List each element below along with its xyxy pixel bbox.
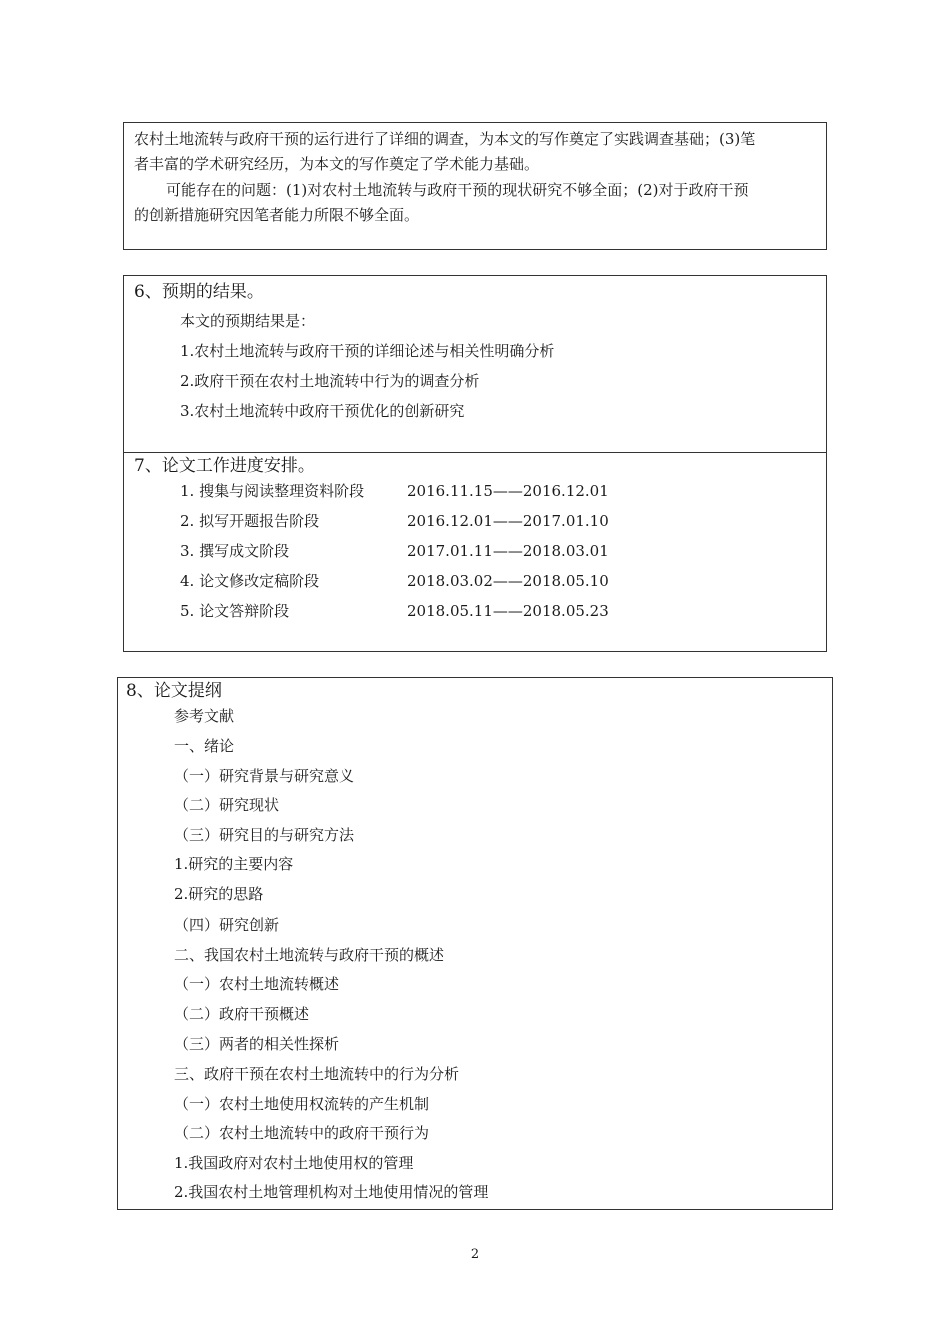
outline-item: 三、政府干预在农村土地流转中的行为分析	[174, 1065, 460, 1083]
schedule-task: 4. 论文修改定稿阶段	[180, 572, 320, 590]
section6-item: 3.农村土地流转中政府干预优化的创新研究	[180, 402, 465, 420]
section8-heading: 8、论文提纲	[126, 681, 222, 701]
section6-intro: 本文的预期结果是：	[180, 312, 316, 330]
schedule-task: 2. 拟写开题报告阶段	[180, 512, 320, 530]
outline-box	[117, 677, 833, 1210]
outline-item: （二）研究现状	[174, 796, 280, 814]
outline-item: 参考文献	[174, 707, 235, 725]
paragraph-line: 的创新措施研究因笔者能力所限不够全面。	[134, 206, 420, 224]
outline-item: （四）研究创新	[174, 916, 280, 934]
section6-heading: 6、预期的结果。	[134, 282, 264, 302]
paragraph-line: 可能存在的问题：(1)对农村土地流转与政府干预的现状研究不够全面；(2)对于政府干预	[166, 181, 749, 199]
schedule-dates: 2018.05.11——2018.05.23	[407, 602, 609, 620]
continued-section-box	[123, 122, 827, 250]
section7-heading: 7、论文工作进度安排。	[134, 456, 315, 476]
schedule-task: 1. 搜集与阅读整理资料阶段	[180, 482, 365, 500]
outline-item: （三）两者的相关性探析	[174, 1035, 340, 1053]
section6-item: 1.农村土地流转与政府干预的详细论述与相关性明确分析	[180, 342, 555, 360]
outline-item: （一）研究背景与研究意义	[174, 767, 355, 785]
results-schedule-box	[123, 275, 827, 652]
section-divider	[124, 452, 826, 453]
paragraph-line: 者丰富的学术研究经历，为本文的写作奠定了学术能力基础。	[134, 155, 540, 173]
outline-item: （二）农村土地流转中的政府干预行为	[174, 1124, 430, 1142]
schedule-dates: 2017.01.11——2018.03.01	[407, 542, 609, 560]
schedule-task: 5. 论文答辩阶段	[180, 602, 290, 620]
schedule-dates: 2016.12.01——2017.01.10	[407, 512, 609, 530]
outline-item: 2.我国农村土地管理机构对土地使用情况的管理	[174, 1183, 489, 1201]
schedule-dates: 2018.03.02——2018.05.10	[407, 572, 609, 590]
outline-item: 1.我国政府对农村土地使用权的管理	[174, 1154, 414, 1172]
outline-item: 一、绪论	[174, 737, 235, 755]
outline-item: 二、我国农村土地流转与政府干预的概述	[174, 946, 445, 964]
schedule-dates: 2016.11.15——2016.12.01	[407, 482, 609, 500]
outline-item: （一）农村土地流转概述	[174, 975, 340, 993]
outline-item: 1.研究的主要内容	[174, 855, 294, 873]
outline-item: （三）研究目的与研究方法	[174, 826, 355, 844]
schedule-task: 3. 撰写成文阶段	[180, 542, 290, 560]
paragraph-line: 农村土地流转与政府干预的运行进行了详细的调查，为本文的写作奠定了实践调查基础；(3)笔	[134, 130, 756, 148]
outline-item: 2.研究的思路	[174, 885, 264, 903]
page-number: 2	[470, 1247, 480, 1262]
outline-item: （一）农村土地使用权流转的产生机制	[174, 1095, 430, 1113]
outline-item: （二）政府干预概述	[174, 1005, 310, 1023]
section6-item: 2.政府干预在农村土地流转中行为的调查分析	[180, 372, 480, 390]
